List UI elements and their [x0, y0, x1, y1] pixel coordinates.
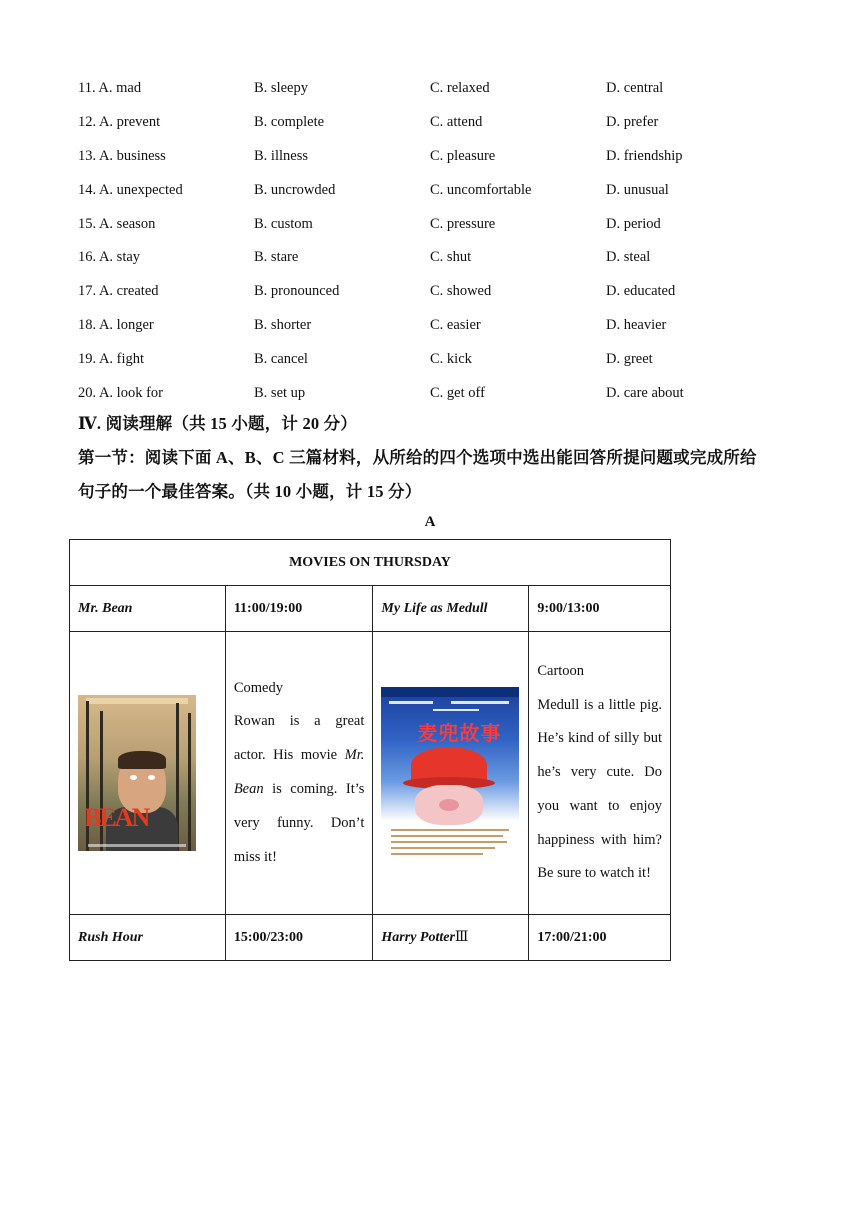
movie-blurb: Rowan is a great actor. His movie Mr. Bean is coming. It’s very funny. Don’t miss it! — [233, 713, 365, 865]
option-b: B. cancel — [254, 350, 308, 367]
movie-name: My Life as Medull — [373, 586, 529, 632]
option-row — [78, 275, 798, 309]
movie-blurb: Medull is a little pig. He’s kind of silly but he’s very cute. Do you want to enjoy happiness with him? Be sure to watch it! — [537, 696, 662, 882]
option-a: 12. A. prevent — [78, 114, 161, 131]
options-list — [78, 72, 798, 410]
option-row — [78, 140, 798, 174]
option-b: B. complete — [254, 114, 325, 131]
section-instruction-1: 第一节：阅读下面 A、B、C 三篇材料，从所给的四个选项中选出能回答所提问题或完成所给 — [78, 448, 757, 467]
option-d: D. unusual — [606, 181, 669, 198]
section-instruction-2: 句子的一个最佳答案。（共 10 小题，计 15 分） — [78, 482, 422, 501]
option-a: 19. A. fight — [78, 350, 145, 367]
option-c: C. shut — [430, 249, 472, 266]
poster-cell — [373, 632, 529, 915]
movie-name: Harry PotterⅢ — [373, 915, 529, 961]
movie-name: Rush Hour — [70, 915, 226, 961]
movie-time: 9:00/13:00 — [529, 586, 671, 632]
option-d: D. educated — [606, 283, 676, 300]
option-c: C. get off — [430, 384, 485, 401]
option-b: B. uncrowded — [254, 181, 336, 198]
passage-label: A — [424, 514, 436, 530]
section-heading: Ⅳ. 阅读理解（共 15 小题，计 20 分） — [78, 414, 358, 433]
movie-time: 15:00/23:00 — [225, 915, 373, 961]
movie-genre: Cartoon — [537, 662, 585, 679]
option-row — [78, 207, 798, 241]
option-row — [78, 72, 798, 106]
option-row — [78, 342, 798, 376]
option-d: D. prefer — [606, 114, 659, 131]
option-d: D. heavier — [606, 316, 667, 333]
table-title: MOVIES ON THURSDAY — [70, 540, 671, 586]
option-a: 16. A. stay — [78, 249, 141, 266]
option-b: B. pronounced — [254, 283, 340, 300]
option-d: D. steal — [606, 249, 651, 266]
option-a: 14. A. unexpected — [78, 181, 183, 198]
option-b: B. custom — [254, 215, 313, 232]
option-a: 15. A. season — [78, 215, 156, 232]
mr-bean-poster-image — [78, 695, 196, 851]
option-row — [78, 106, 798, 140]
movie-time: 17:00/21:00 — [529, 915, 671, 961]
option-b: B. stare — [254, 249, 299, 266]
option-c: C. kick — [430, 350, 472, 367]
option-c: C. uncomfortable — [430, 181, 532, 198]
option-c: C. relaxed — [430, 80, 490, 97]
poster-cell — [70, 632, 226, 915]
medull-poster-image — [381, 687, 519, 859]
poster-title: BEAN — [84, 803, 149, 832]
option-b: B. illness — [254, 147, 308, 164]
option-d: D. care about — [606, 384, 684, 401]
movie-time: 11:00/19:00 — [225, 586, 373, 632]
poster-title: 麦兜故事 — [417, 721, 502, 745]
movie-genre: Comedy — [233, 679, 283, 696]
movies-table — [69, 539, 671, 961]
movie-description — [225, 632, 373, 915]
option-d: D. friendship — [606, 147, 683, 164]
option-a: 17. A. created — [78, 283, 159, 300]
option-d: D. period — [606, 215, 661, 232]
option-c: C. attend — [430, 114, 483, 131]
option-c: C. showed — [430, 283, 492, 300]
option-a: 18. A. longer — [78, 316, 154, 333]
option-c: C. pressure — [430, 215, 496, 232]
option-c: C. easier — [430, 316, 481, 333]
option-row — [78, 173, 798, 207]
option-a: 13. A. business — [78, 147, 166, 164]
option-a: 20. A. look for — [78, 384, 163, 401]
option-d: D. greet — [606, 350, 653, 367]
option-row — [78, 376, 798, 410]
option-b: B. set up — [254, 384, 306, 401]
option-row — [78, 241, 798, 275]
option-c: C. pleasure — [430, 147, 496, 164]
option-b: B. sleepy — [254, 80, 308, 97]
option-d: D. central — [606, 80, 664, 97]
movie-name: Mr. Bean — [70, 586, 226, 632]
movie-description — [529, 632, 671, 915]
option-a: 11. A. mad — [78, 80, 142, 97]
option-row — [78, 309, 798, 343]
option-b: B. shorter — [254, 316, 312, 333]
